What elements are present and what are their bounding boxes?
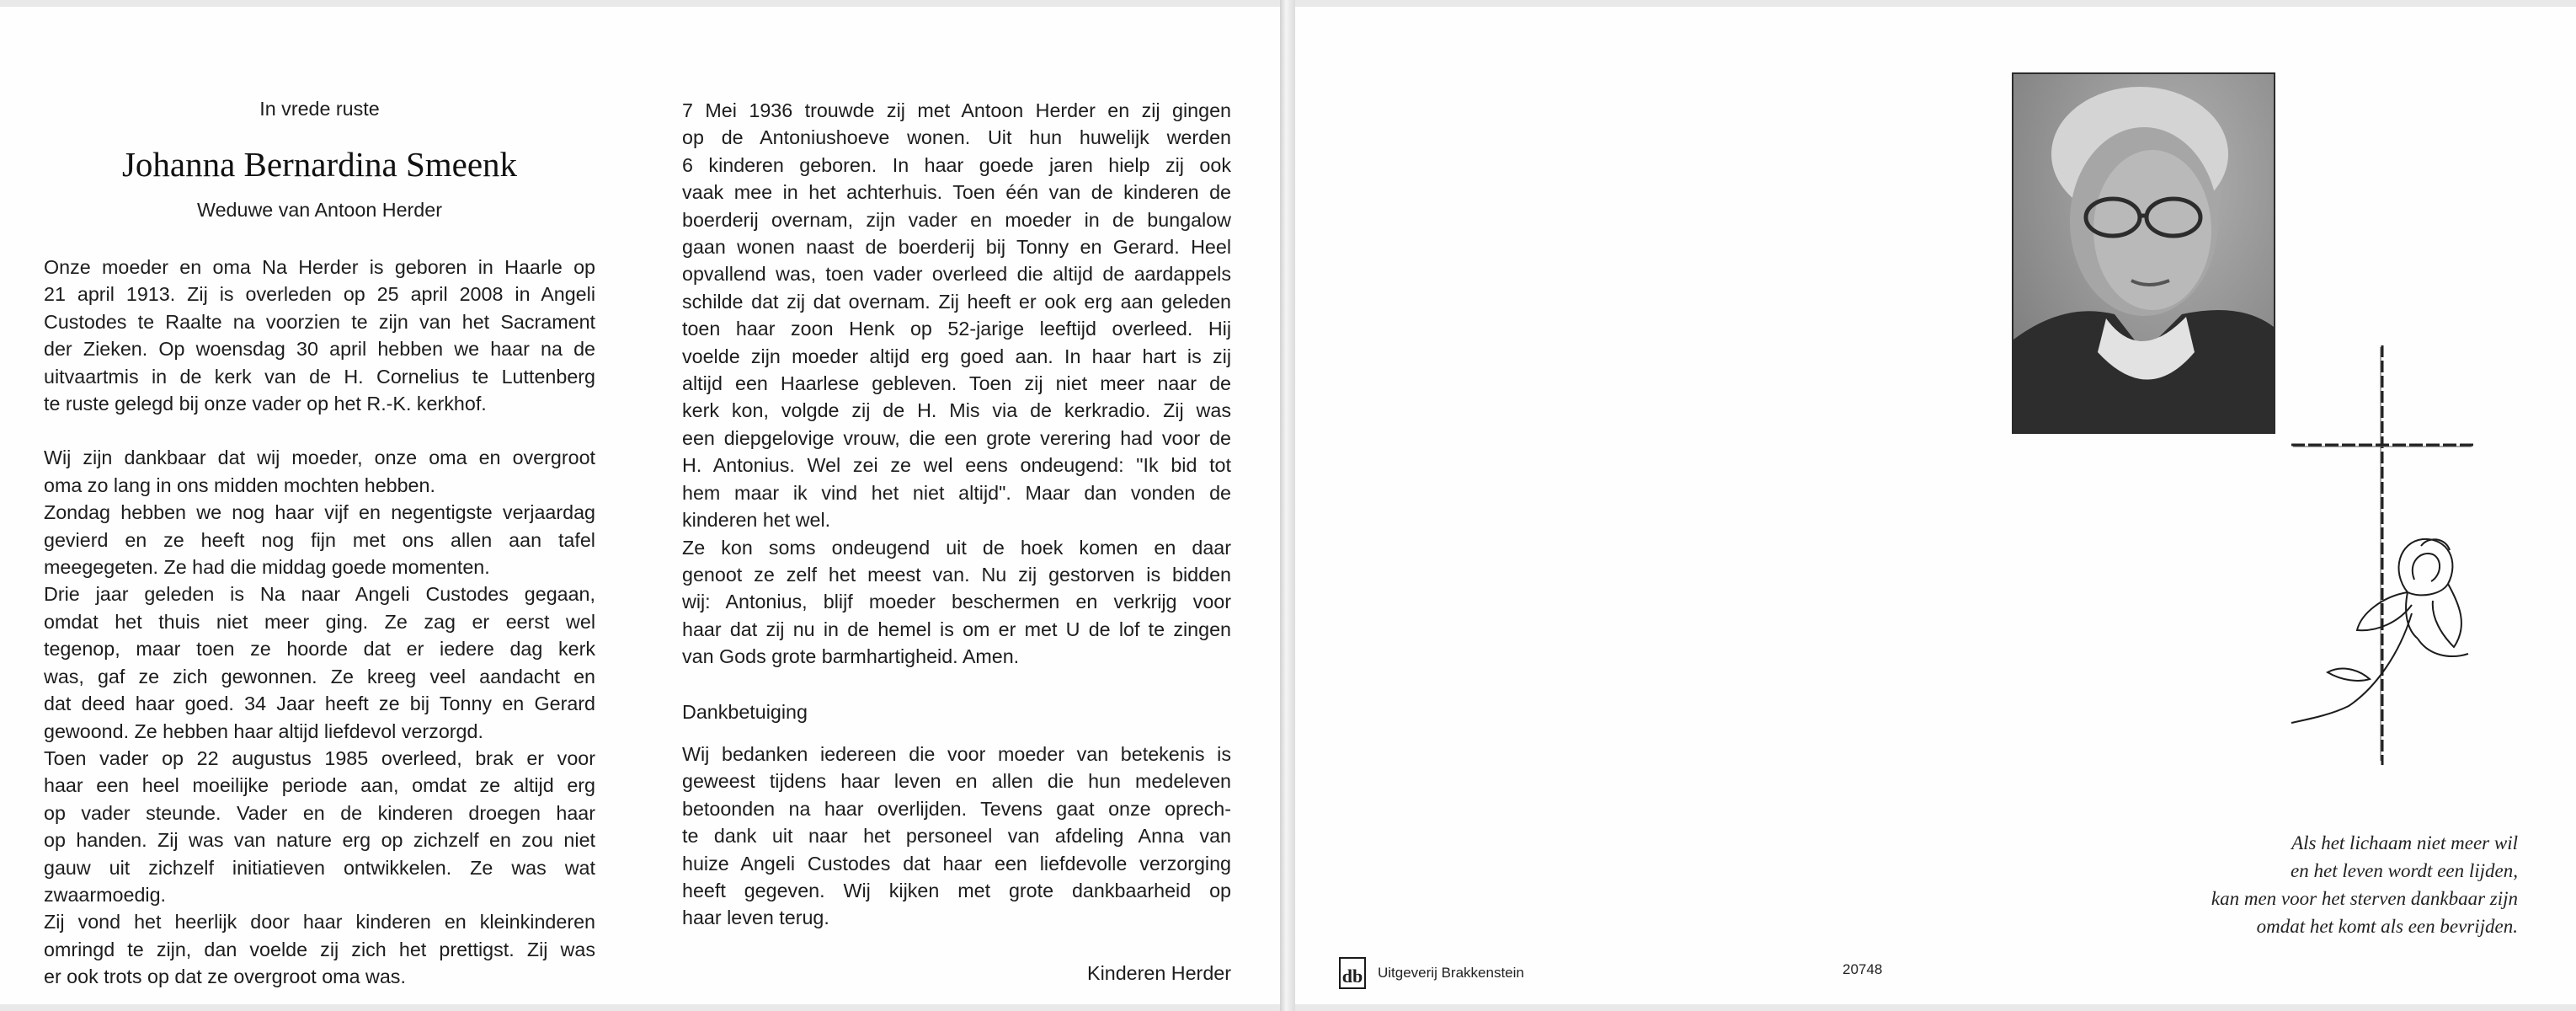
signature: Kinderen Herder <box>1087 962 1231 984</box>
text-line: Wij bedanken iedereen die voor moeder van betekenis is <box>682 743 1231 765</box>
text-line: Custodes te Raalte na voorzien te zijn van het Sacrament <box>44 310 595 333</box>
text-line: gauw uit zichzelf initiatieven ontwikkelen. Ze was wat <box>44 856 595 879</box>
text-line: haar een heel moeilijke periode aan, omdat ze altijd erg <box>44 774 595 797</box>
poem-line: Als het lichaam niet meer wil <box>2291 832 2518 853</box>
text-line: vaak mee in het achterhuis. Toen één van de kinderen de <box>682 181 1231 204</box>
text-line: een diepgelovige vrouw, die een grote verering had voor de <box>682 426 1231 449</box>
portrait-illustration <box>2013 74 2274 432</box>
text-line: te dank uit naar het personeel van afdeling Anna van <box>682 825 1231 848</box>
cross-with-rose-icon <box>2281 335 2483 773</box>
text-line: dat deed haar goed. 34 Jaar heeft ze bij Tonny en Gerard <box>44 693 595 715</box>
poem-line: kan men voor het sterven dankbaar zijn <box>2211 888 2518 909</box>
text-line: uitvaartmis in de kerk van de H. Cornelius te Luttenberg <box>44 365 595 388</box>
poem-line: omdat het komt als een bevrijden. <box>2256 916 2518 937</box>
text-line: der Zieken. Op woensdag 30 april hebben we haar na de <box>44 338 595 361</box>
text-line: wij: Antonius, blijf moeder beschermen en verkrijg voor <box>682 591 1231 613</box>
text-line: geweest tijdens haar leven en allen die hun medeleven <box>682 770 1231 793</box>
text-line: 6 kinderen geboren. In haar goede jaren hielp zij ook <box>682 153 1231 176</box>
text-line: betoonden na haar overlijden. Tevens gaat onze oprech- <box>682 797 1231 820</box>
left-inner-page <box>0 7 1280 1004</box>
text-line: van Gods grote barmhartigheid. Amen. <box>682 645 1020 668</box>
text-line: Zij vond het heerlijk door haar kinderen en kleinkinderen <box>44 911 595 933</box>
print-code: 20748 <box>1843 961 1883 977</box>
text-line: 21 april 1913. Zij is overleden op 25 april 2008 in Angeli <box>44 283 595 306</box>
text-line: zwaarmoedig. <box>44 883 167 906</box>
text-line: schilde dat zij dat overnam. Zij heeft er ook erg aan geleden <box>682 290 1231 313</box>
publisher-logo-icon: db <box>1339 957 1366 989</box>
text-line: opvallend was, toen vader overleed die altijd de aardappels <box>682 263 1231 286</box>
text-line: 7 Mei 1936 trouwde zij met Antoon Herder en zij gingen <box>682 99 1231 121</box>
text-line: op handen. Zij was van nature erg op zichzelf en zou niet <box>44 829 595 852</box>
text-line: kerk kon, volgde zij de H. Mis via de kerkradio. Zij was <box>682 399 1231 422</box>
text-line: heeft gegeven. Wij kijken met grote dankbaarheid op <box>682 880 1231 902</box>
text-line: gewoond. Ze hebben haar altijd liefdevol verzorgd. <box>44 719 483 742</box>
publisher-name: Uitgeverij Brakkenstein <box>1378 965 1524 981</box>
text-line: op de Antoniushoeve wonen. Uit hun huwelijk werden <box>682 126 1231 149</box>
publisher-imprint <box>1339 957 1524 989</box>
card-fold <box>1280 0 1295 1011</box>
text-line: Toen vader op 22 augustus 1985 overleed, brak er voor <box>44 746 595 769</box>
text-line: Ze kon soms ondeugend uit de hoek komen en daar <box>682 536 1231 559</box>
text-line: gaan wonen naast de boerderij bij Tonny en Gerard. Heel <box>682 236 1231 259</box>
thanks-text <box>682 741 1231 932</box>
obituary-text <box>44 254 595 991</box>
text-line: was, gaf ze zich gewonnen. Ze kreeg veel aandacht en <box>44 665 595 687</box>
portrait-photo <box>2012 72 2275 434</box>
memorial-poem <box>2137 829 2518 940</box>
widow-of-line: Weduwe van Antoon Herder <box>197 199 442 221</box>
text-line: omringd te zijn, dan voelde zij zich het prettigst. Zij was <box>44 938 595 960</box>
thanks-heading: Dankbetuiging <box>682 701 808 723</box>
deceased-name: Johanna Bernardina Smeenk <box>121 145 518 184</box>
text-line: oma zo lang in ons midden mochten hebben. <box>44 473 435 496</box>
right-inner-page <box>1295 7 2576 1004</box>
paragraph-gap <box>44 417 595 444</box>
text-line: omdat het thuis niet meer ging. Ze zag er eerst wel <box>44 610 595 633</box>
text-line: Onze moeder en oma Na Herder is geboren in Haarle op <box>44 256 595 278</box>
text-line: gevierd en ze heeft nog fijn met ons allen aan tafel <box>44 528 595 551</box>
text-line: Drie jaar geleden is Na naar Angeli Custodes gegaan, <box>44 583 595 606</box>
text-line: H. Antonius. Wel zei ze wel eens ondeugend: "Ik bid tot <box>682 454 1231 477</box>
text-line: kinderen het wel. <box>682 509 831 532</box>
text-line: genoot ze zelf het meest van. Nu zij gestorven is bidden <box>682 563 1231 586</box>
text-line: haar leven terug. <box>682 907 829 929</box>
text-line: te ruste gelegd bij onze vader op het R.-K. kerkhof. <box>44 393 487 415</box>
text-line: voelde zijn moeder altijd erg goed aan. In haar hart is zij <box>682 345 1231 367</box>
life-story-text <box>682 97 1231 671</box>
text-line: huize Angeli Custodes dat haar een liefdevolle verzorging <box>682 852 1231 875</box>
text-line: er ook trots op dat ze overgroot oma was. <box>44 966 406 988</box>
text-line: hem maar ik vind het niet altijd". Maar dan vonden de <box>682 481 1231 504</box>
text-line: meegegeten. Ze had die middag goede momenten. <box>44 556 490 579</box>
text-line: boerderij overnam, zijn vader en moeder in de bungalow <box>682 208 1231 231</box>
text-line: tegenop, maar toen ze hoorde dat er iedere dag kerk <box>44 638 595 661</box>
in-peace-label: In vrede ruste <box>259 98 380 120</box>
text-line: op vader steunde. Vader en de kinderen droegen haar <box>44 801 595 824</box>
text-line: haar dat zij nu in de hemel is om er met U de lof te zingen <box>682 618 1231 640</box>
text-line: Wij zijn dankbaar dat wij moeder, onze oma en overgroot <box>44 447 595 469</box>
text-line: altijd een Haarlese gebleven. Toen zij niet meer naar de <box>682 372 1231 395</box>
text-line: Zondag hebben we nog haar vijf en negentigste verjaardag <box>44 501 595 524</box>
poem-line: en het leven wordt een lijden, <box>2291 860 2518 881</box>
text-line: toen haar zoon Henk op 52-jarige leeftijd overleed. Hij <box>682 318 1231 340</box>
